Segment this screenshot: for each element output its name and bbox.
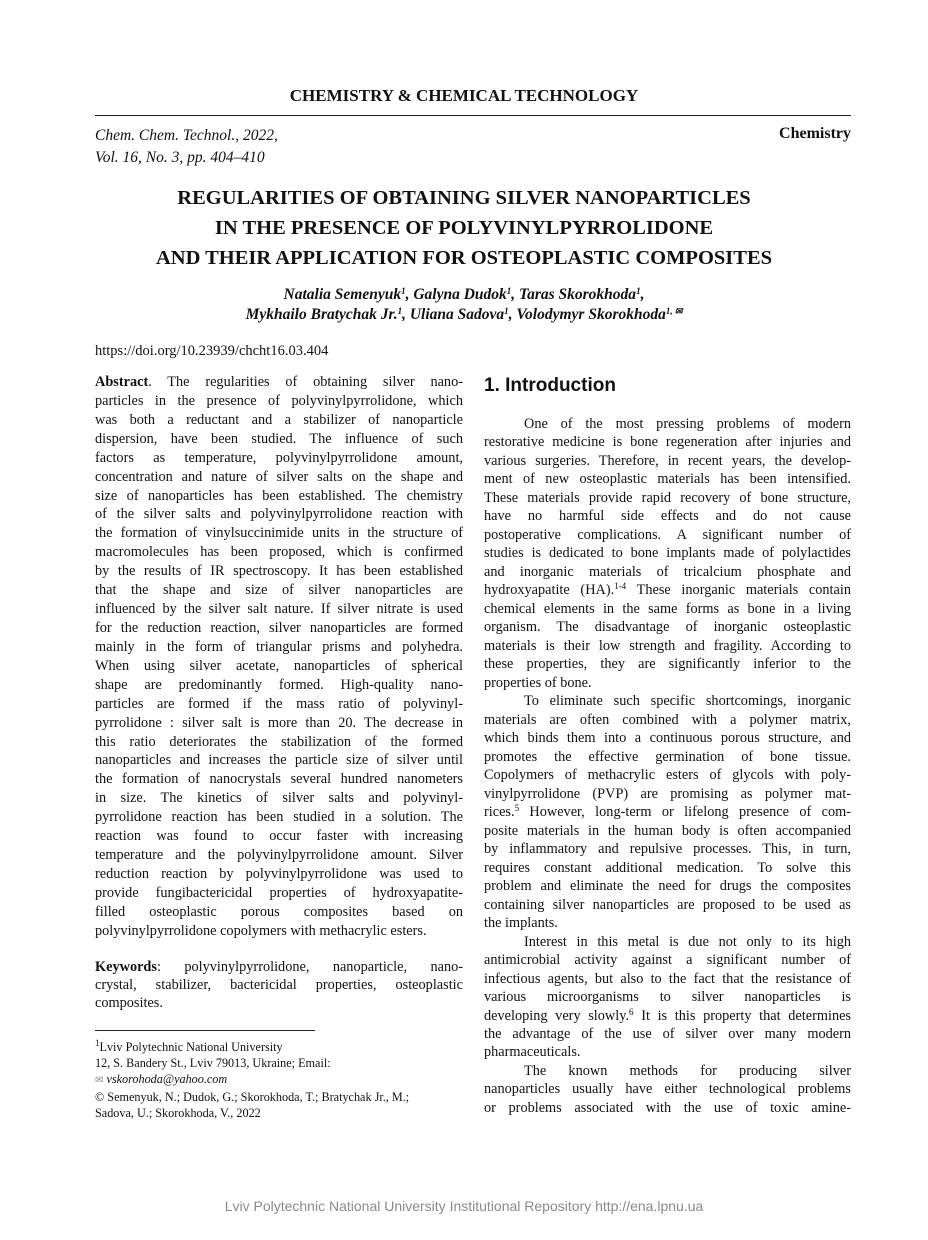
paragraph	[484, 693, 851, 933]
text-segment: or problems associated with the use of toxic amine-	[484, 1099, 851, 1116]
abstract-text: particles in the presence of polyvinylpyrrolidone, which	[95, 392, 463, 409]
keywords-line	[95, 995, 463, 1013]
text-segment: vinylpyrrolidone (PVP) are promising as polymer mat-	[484, 785, 851, 802]
separator: ,	[511, 286, 520, 303]
abstract-line	[95, 563, 463, 582]
abstract-text: influenced by the silver salt nature. If silver nitrate is used	[95, 601, 463, 618]
text-segment: various microorganisms to silver nanoparticles is	[484, 989, 851, 1006]
citation-ref: 5	[514, 803, 520, 814]
separator: ,	[405, 286, 414, 303]
author-name: Mykhailo Bratychak Jr.	[245, 306, 398, 323]
text-line	[484, 730, 851, 748]
abstract-text: was both a reductant and a stabilizer of nanoparticle	[95, 411, 463, 428]
separator: ,	[508, 306, 517, 323]
title-line: IN THE PRESENCE OF POLYVINYLPYRROLIDONE	[214, 217, 714, 239]
text-line	[484, 878, 851, 896]
abstract-line	[95, 658, 463, 677]
abstract-line	[95, 696, 463, 715]
paragraph	[484, 416, 851, 693]
abstract-line	[95, 734, 463, 753]
author-name: Natalia Semenyuk	[283, 286, 402, 303]
citation-line: Chem. Chem. Technol., 2022,	[95, 127, 278, 144]
section-tag: Chemistry	[779, 125, 851, 142]
doi-link[interactable]: https://doi.org/10.23939/chcht16.03.404	[95, 343, 329, 359]
text-segment: nanoparticles usually have either technological problems	[484, 1081, 851, 1098]
title-line: AND THEIR APPLICATION FOR OSTEOPLASTIC COMPOSITES	[155, 247, 773, 269]
author-affiliation-marker: 1	[397, 306, 403, 316]
text-segment: antimicrobial activity against a significant number of	[484, 952, 851, 969]
abstract-text: When using silver acetate, nanoparticles of spherical	[95, 657, 463, 674]
text-line	[484, 471, 851, 489]
abstract-text: the formation of nanocrystals several hundred nanometers	[95, 771, 463, 788]
paper-title	[0, 183, 928, 273]
section-heading: 1. Introduction	[484, 375, 616, 396]
abstract-line	[95, 828, 463, 847]
citation	[95, 125, 278, 169]
author-name: Galyna Dudok	[413, 286, 507, 303]
author-affiliation-marker: 1	[401, 286, 406, 296]
text-segment: These inorganic materials contain	[626, 582, 851, 599]
text-segment: restorative medicine is bone regeneration after injuries and	[484, 434, 851, 451]
abstract-line	[95, 923, 463, 942]
text-line	[484, 712, 851, 730]
header-rule	[95, 115, 851, 116]
separator: ,	[402, 306, 410, 323]
abstract-text: macromolecules has been proposed, which is confirmed	[95, 544, 463, 561]
address: 12, S. Bandery St., Lviv 79013, Ukraine; Email:	[95, 1056, 331, 1070]
text-line	[484, 860, 851, 878]
abstract-label: Abstract	[95, 374, 149, 390]
abstract-line	[95, 431, 463, 450]
abstract-line	[95, 582, 463, 601]
text-line	[484, 1100, 851, 1118]
text-line	[484, 897, 851, 915]
text-segment: hydroxyapatite (HA).	[484, 582, 615, 599]
abstract-line	[95, 752, 463, 771]
paragraph	[484, 934, 851, 1063]
text-line	[484, 508, 851, 526]
text-line	[484, 545, 851, 563]
text-line	[484, 582, 851, 600]
abstract-line	[95, 450, 463, 469]
abstract-text: filled osteoplastic porous composites based on	[95, 903, 463, 920]
text-line	[484, 1044, 851, 1062]
abstract-text: dispersion, have been studied. The influence of such	[95, 430, 463, 447]
repository-footer: Lviv Polytechnic National University Institutional Repository http://ena.lpnu.ua	[224, 1198, 704, 1214]
author-name: Volodymyr Skorokhoda	[516, 306, 666, 323]
citation-ref: 6	[629, 1006, 634, 1017]
abstract-line	[95, 374, 463, 393]
text-segment: infectious agents, but also to the fact that the resistance of	[484, 970, 851, 987]
text-segment: One of the most pressing problems of modern	[524, 416, 851, 432]
abstract-text: in size. The kinetics of silver salts and polyvinyl-	[95, 790, 463, 807]
abstract-text: this ratio deteriorates the stabilization of the formed	[95, 733, 463, 750]
text-line	[484, 656, 851, 674]
keywords-line	[95, 977, 463, 995]
citation-ref: 1-4	[614, 581, 627, 592]
footnote-rule	[95, 1030, 315, 1031]
text-segment: the advantage of the use of silver over many modern	[484, 1025, 851, 1042]
abstract-text: for the reduction reaction, silver nanoparticles are formed	[95, 619, 463, 636]
text-line	[484, 416, 851, 434]
text-line	[484, 1026, 851, 1044]
text-segment: promotes the effective germination of bone tissue.	[484, 748, 851, 765]
keywords-text: composites.	[95, 995, 163, 1011]
abstract-line	[95, 412, 463, 431]
text-line	[484, 767, 851, 785]
keywords	[95, 959, 463, 1013]
abstract-line	[95, 620, 463, 639]
text-segment: properties of bone.	[484, 674, 592, 691]
copyright: Sadova, U.; Skorokhoda, V., 2022	[95, 1106, 261, 1120]
text-segment: posite materials in the human body is often accompanied	[484, 822, 851, 839]
abstract-text: of the silver salts and polyvinylpyrrolidone reaction with	[95, 506, 463, 523]
text-line	[484, 527, 851, 545]
text-segment: developing very slowly.	[484, 1007, 630, 1024]
text-segment: problem and eliminate the need for drugs the composites	[484, 878, 851, 895]
text-segment: the implants.	[484, 915, 558, 932]
authors	[0, 285, 928, 325]
text-line	[484, 564, 851, 582]
abstract-text: provide fungibactericidal properties of hydroxyapatite-	[95, 884, 463, 901]
text-line	[484, 675, 851, 693]
text-segment: However, long-term or lifelong presence of com-	[519, 804, 851, 821]
abstract-text: reduction reaction by polyvinylpyrrolidone was used to	[95, 865, 463, 882]
text-segment: materials is their low strength and fragility. According to	[484, 637, 851, 654]
abstract-line	[95, 790, 463, 809]
introduction-body	[484, 416, 851, 1118]
abstract-line	[95, 639, 463, 658]
text-segment: rices.	[484, 804, 515, 821]
affiliation	[95, 1039, 409, 1055]
abstract	[95, 374, 463, 942]
journal-header: CHEMISTRY & CHEMICAL TECHNOLOGY	[289, 86, 639, 105]
text-line	[484, 804, 851, 822]
footnote-marker: 1	[95, 1038, 100, 1048]
text-segment: which binds them into a continuous porous structure, and	[484, 730, 851, 747]
abstract-line	[95, 866, 463, 885]
abstract-text: size of nanoparticles has been established. The chemistry	[95, 487, 463, 504]
abstract-line	[95, 601, 463, 620]
abstract-text: that the shape and size of silver nanoparticles are	[95, 582, 463, 599]
abstract-text: nanoparticles and increases the particle size of silver until	[95, 752, 463, 769]
abstract-text: concentration and nature of silver salts on the shape and	[95, 468, 463, 485]
keywords-line	[95, 959, 463, 977]
text-segment: It is this property that determines	[633, 1007, 852, 1024]
abstract-line	[95, 809, 463, 828]
abstract-text: pyrrolidone reaction has been studied in a solution. The	[95, 809, 463, 826]
abstract-line	[95, 771, 463, 790]
text-line	[484, 952, 851, 970]
affiliation-text: Lviv Polytechnic National University	[99, 1040, 283, 1054]
text-line	[484, 453, 851, 471]
email-link[interactable]: vskorohoda@yahoo.com	[106, 1072, 228, 1086]
text-segment: postoperative complications. A significant number of	[484, 526, 851, 543]
text-segment: organism. The disadvantage of inorganic osteoplastic	[484, 619, 851, 636]
separator: ,	[640, 286, 645, 303]
keywords-label: Keywords	[95, 959, 157, 975]
keywords-text: : polyvinylpyrrolidone, nanoparticle, nano-	[156, 959, 463, 975]
text-line	[484, 434, 851, 452]
authors-line	[0, 285, 928, 305]
text-segment: containing silver nanoparticles are proposed to be used as	[484, 896, 851, 913]
text-segment: To eliminate such specific shortcomings, inorganic	[524, 693, 851, 710]
title-line: REGULARITIES OF OBTAINING SILVER NANOPARTICLES	[177, 187, 751, 209]
text-line	[484, 971, 851, 989]
text-segment: have no harmful side effects and do not cause	[484, 508, 851, 525]
text-segment: by inflammatory and repulsive processes. This, in turn,	[484, 841, 851, 858]
abstract-text: . The regularities of obtaining silver nano-	[148, 374, 463, 390]
text-segment: pharmaceuticals.	[484, 1044, 581, 1061]
text-segment: chemical elements in the same forms as bone in a living	[484, 600, 851, 617]
abstract-text: particles are formed if the mass ratio of polyvinyl-	[95, 695, 463, 712]
text-line	[484, 934, 851, 952]
abstract-text: the formation of vinylsuccinimide units in the structure of	[95, 525, 463, 542]
author-name: Uliana Sadova	[409, 306, 505, 323]
abstract-line	[95, 525, 463, 544]
text-line	[484, 638, 851, 656]
text-line	[484, 915, 851, 933]
text-line	[484, 1081, 851, 1099]
abstract-text: mainly in the form of triangular prisms and polyhedra.	[95, 638, 463, 655]
text-line	[484, 1008, 851, 1026]
footnote	[95, 1039, 409, 1121]
text-line	[484, 989, 851, 1007]
citation-line: Vol. 16, No. 3, pp. 404–410	[95, 149, 265, 166]
text-line	[484, 1063, 851, 1081]
abstract-line	[95, 469, 463, 488]
text-line	[484, 786, 851, 804]
envelope-icon: ✉	[95, 1075, 104, 1086]
text-segment: The known methods for producing silver	[524, 1062, 851, 1079]
abstract-text: pyrrolidone : silver salt is more than 20. The decrease in	[95, 714, 463, 731]
text-segment: These materials provide rapid recovery of bone structure,	[484, 489, 851, 506]
author-affiliation-marker: 1	[504, 306, 509, 316]
text-line	[484, 693, 851, 711]
email-line	[95, 1071, 409, 1089]
abstract-line	[95, 393, 463, 412]
abstract-line	[95, 544, 463, 563]
text-line	[484, 601, 851, 619]
abstract-line	[95, 885, 463, 904]
abstract-line	[95, 847, 463, 866]
copyright: © Semenyuk, N.; Dudok, G.; Skorokhoda, T.; Bratychak Jr., M.;	[95, 1090, 410, 1104]
abstract-line	[95, 506, 463, 525]
text-segment: Interest in this metal is due not only to its high	[524, 933, 851, 950]
abstract-line	[95, 904, 463, 923]
text-segment: these properties, they are significantly inferior to the	[484, 656, 851, 673]
abstract-text: temperature and the polyvinylpyrrolidone amount. Silver	[95, 847, 463, 864]
text-line	[484, 749, 851, 767]
abstract-text: polyvinylpyrrolidone copolymers with methacrylic esters.	[95, 922, 427, 939]
abstract-text: reaction was found to occur faster with increasing	[95, 828, 463, 845]
abstract-line	[95, 677, 463, 696]
text-segment: and inorganic materials of tricalcium phosphate and	[484, 563, 851, 580]
paragraph	[484, 1063, 851, 1118]
text-segment: studies is dedicated to bone implants made of polylactides	[484, 545, 851, 562]
abstract-text: by the results of IR spectroscopy. It has been established	[95, 563, 463, 580]
text-line	[484, 490, 851, 508]
text-segment: materials are often combined with a polymer matrix,	[484, 711, 851, 728]
text-segment: various surgeries. Therefore, in recent years, the develop-	[484, 452, 851, 469]
author-name: Taras Skorokhoda	[519, 286, 637, 303]
text-line	[484, 823, 851, 841]
abstract-text: factors as temperature, polyvinylpyrrolidone amount,	[95, 449, 463, 466]
abstract-line	[95, 715, 463, 734]
text-segment: Copolymers of methacrylic esters of glycols with poly-	[484, 767, 851, 784]
abstract-text: shape are predominantly formed. High-quality nano-	[95, 676, 463, 693]
abstract-line	[95, 488, 463, 507]
text-line	[484, 619, 851, 637]
keywords-text: crystal, stabilizer, bactericidal properties, osteoplastic	[95, 977, 463, 993]
text-segment: requires constant additional medication. To solve this	[484, 859, 851, 876]
authors-line	[0, 305, 928, 325]
text-segment: ment of new osteoplastic materials has been intensified.	[484, 471, 851, 488]
author-affiliation-marker: 1	[506, 286, 512, 296]
author-affiliation-marker: 1, ✉	[665, 306, 683, 316]
text-line	[484, 841, 851, 859]
author-affiliation-marker: 1	[636, 286, 641, 296]
